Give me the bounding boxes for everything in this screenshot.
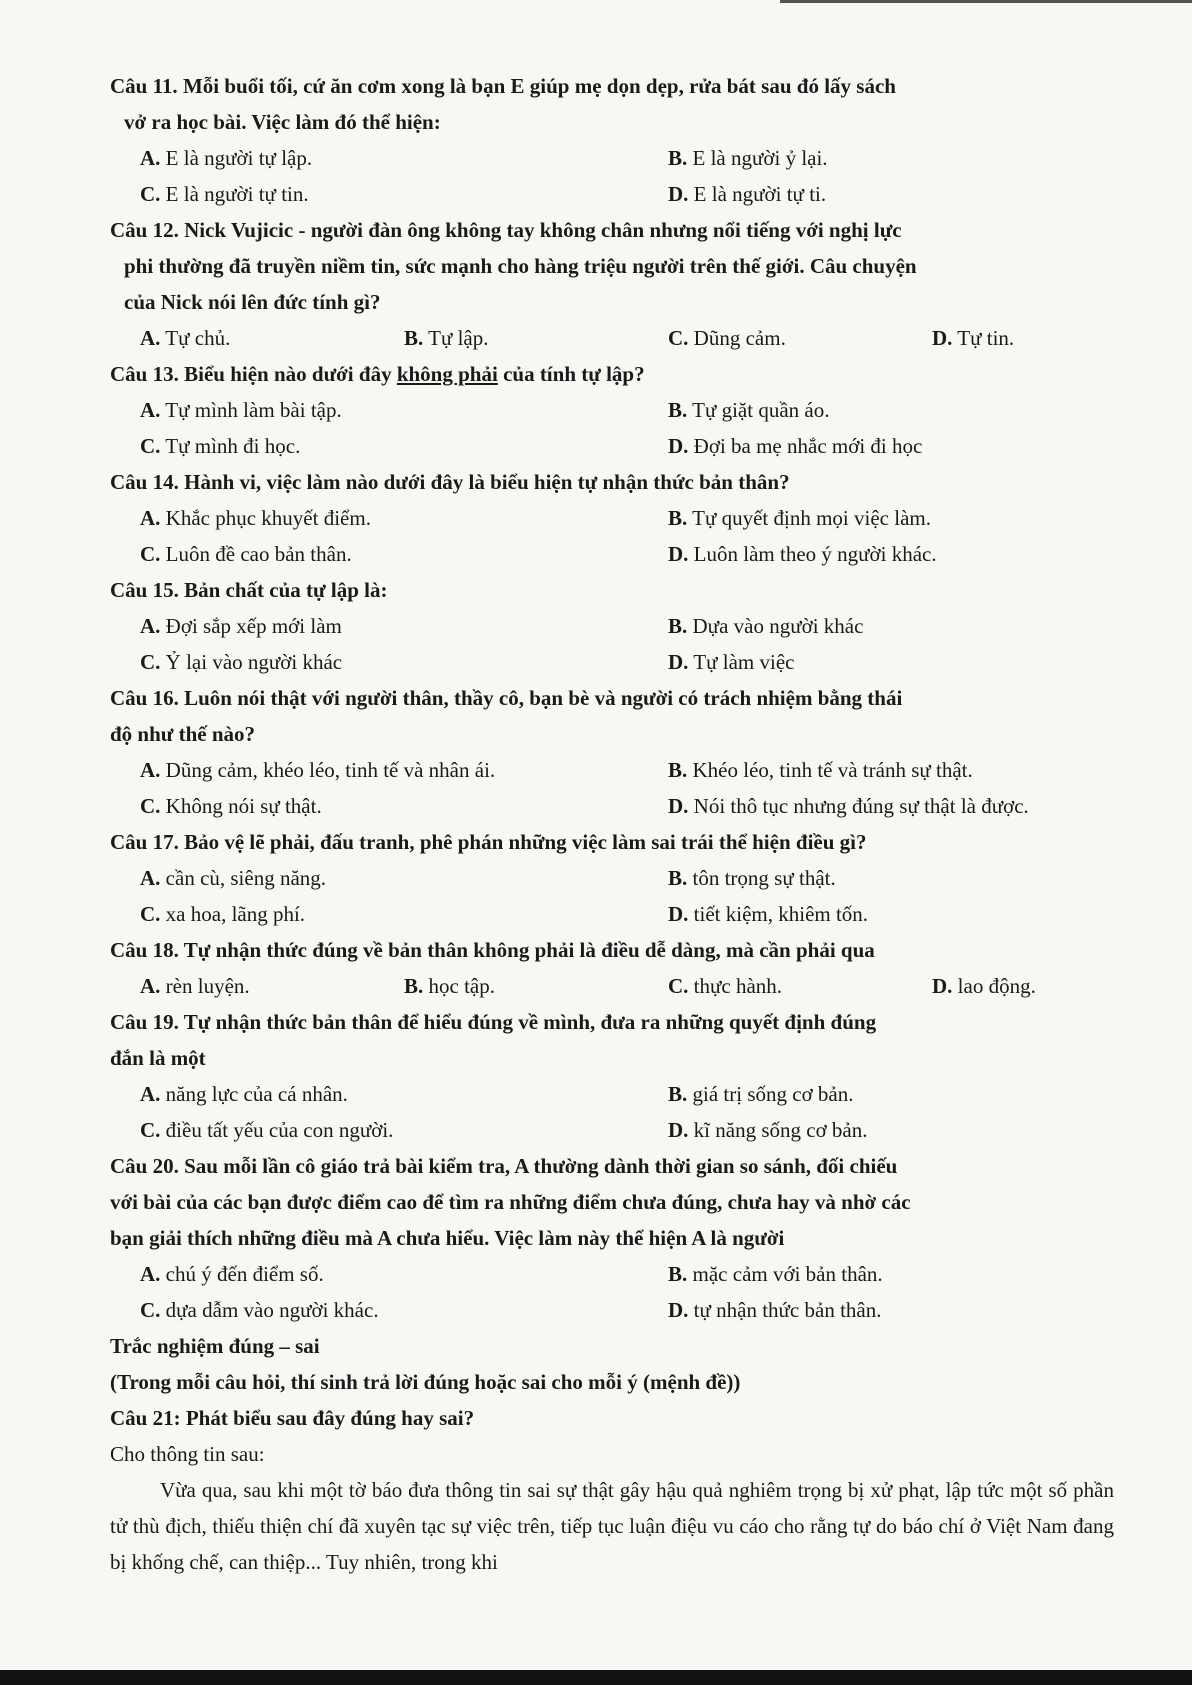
- options-17: [110, 860, 1114, 932]
- options-16: [110, 752, 1114, 824]
- option-d: D. Đợi ba mẹ nhắc mới đi học: [668, 434, 923, 458]
- section-title: Trắc nghiệm đúng – sai: [110, 1334, 320, 1358]
- option-d: D. Nói thô tục nhưng đúng sự thật là được.: [668, 794, 1029, 818]
- question-stem: Hành vi, việc làm nào dưới đây là biểu hiện tự nhận thức bản thân?: [184, 470, 790, 494]
- option-d: D. kĩ năng sống cơ bản.: [668, 1118, 868, 1142]
- question-11: [110, 68, 1114, 104]
- option-a: A. rèn luyện.: [140, 974, 250, 998]
- question-stem-cont: độ như thế nào?: [110, 722, 256, 746]
- option-b: B. Khéo léo, tinh tế và tránh sự thật.: [668, 758, 973, 782]
- option-d: D. tiết kiệm, khiêm tốn.: [668, 902, 869, 926]
- question-label: Câu 12.: [110, 218, 179, 242]
- question-stem: Biểu hiện nào dưới đây: [184, 362, 397, 386]
- option-c: C. xa hoa, lãng phí.: [140, 902, 306, 926]
- question-17: [110, 824, 1114, 860]
- option-b: B. học tập.: [404, 974, 495, 998]
- question-label: Câu 17.: [110, 830, 179, 854]
- options-20: [110, 1256, 1114, 1328]
- option-c: C. điều tất yếu của con người.: [140, 1118, 394, 1142]
- option-c: C. Không nói sự thật.: [140, 794, 322, 818]
- option-b: B. Tự lập.: [404, 326, 489, 350]
- option-b: B. giá trị sống cơ bản.: [668, 1082, 854, 1106]
- question-label: Câu 18.: [110, 938, 179, 962]
- question-stem-cont: của Nick nói lên đức tính gì?: [124, 290, 381, 314]
- question-label: Câu 16.: [110, 686, 179, 710]
- question-label: Câu 15.: [110, 578, 179, 602]
- exam-page: [110, 68, 1114, 1580]
- question-label: Câu 13.: [110, 362, 179, 386]
- question-label: Câu 11.: [110, 74, 178, 98]
- option-c: C. E là người tự tin.: [140, 182, 309, 206]
- bottom-edge-rule: [0, 1670, 1192, 1685]
- option-b: B. Tự giặt quần áo.: [668, 398, 830, 422]
- question-14: [110, 464, 1114, 500]
- question-stem-cont: bạn giải thích những điều mà A chưa hiểu. Việc làm này thể hiện A là người: [110, 1226, 785, 1250]
- question-stem-underlined: không phải: [396, 362, 498, 386]
- question-stem: Tự nhận thức bản thân để hiểu đúng về mình, đưa ra những quyết định đúng: [183, 1010, 877, 1034]
- question-stem: Luôn nói thật với người thân, thầy cô, bạn bè và người có trách nhiệm bằng thái: [184, 686, 903, 710]
- option-a: A. Đợi sắp xếp mới làm: [140, 614, 342, 638]
- option-b: B. Tự quyết định mọi việc làm.: [668, 506, 931, 530]
- option-b: B. mặc cảm với bản thân.: [668, 1262, 883, 1286]
- option-d: D. Tự làm việc: [668, 650, 795, 674]
- question-stem-cont: đắn là một: [110, 1046, 206, 1070]
- option-b: B. E là người ỷ lại.: [668, 146, 828, 170]
- question-stem-cont: với bài của các bạn được điểm cao để tìm ra những điểm chưa đúng, chưa hay và nhờ các: [110, 1190, 911, 1214]
- option-d: D. Luôn làm theo ý người khác.: [668, 542, 937, 566]
- option-a: A. Tự mình làm bài tập.: [140, 398, 342, 422]
- option-a: A. Dũng cảm, khéo léo, tinh tế và nhân ái.: [140, 758, 496, 782]
- question-stem: Bản chất của tự lập là:: [184, 578, 388, 602]
- question-stem: Sau mỗi lần cô giáo trả bài kiểm tra, A thường dành thời gian so sánh, đối chiếu: [184, 1154, 898, 1178]
- question-stem: của tính tự lập?: [497, 362, 645, 386]
- info-intro: Cho thông tin sau:: [110, 1442, 265, 1466]
- option-c: C. Ỷ lại vào người khác: [140, 650, 343, 674]
- question-stem-cont: phi thường đã truyền niềm tin, sức mạnh cho hàng triệu người trên thế giới. Câu chuyện: [124, 254, 917, 278]
- question-label: Câu 14.: [110, 470, 179, 494]
- option-c: C. Luôn đề cao bản thân.: [140, 542, 352, 566]
- option-b: B. tôn trọng sự thật.: [668, 866, 836, 890]
- option-a: A. Tự chủ.: [140, 326, 231, 350]
- question-18: [110, 932, 1114, 968]
- question-21-label: Câu 21: Phát biểu sau đây đúng hay sai?: [110, 1406, 475, 1430]
- options-15: [110, 608, 1114, 680]
- option-a: A. Khắc phục khuyết điểm.: [140, 506, 371, 530]
- options-13: [110, 392, 1114, 464]
- options-11: [110, 140, 1114, 212]
- question-stem: Tự nhận thức đúng về bản thân không phải là điều dễ dàng, mà cần phải qua: [183, 938, 875, 962]
- question-20: [110, 1148, 1114, 1184]
- section-instruction: (Trong mỗi câu hỏi, thí sinh trả lời đúng hoặc sai cho mỗi ý (mệnh đề)): [110, 1370, 741, 1394]
- option-c: C. thực hành.: [668, 974, 783, 998]
- top-edge-rule: [780, 0, 1192, 3]
- question-label: Câu 20.: [110, 1154, 179, 1178]
- option-d: D. lao động.: [932, 974, 1036, 998]
- option-c: C. dựa dẫm vào người khác.: [140, 1298, 379, 1322]
- option-d: D. Tự tin.: [932, 326, 1015, 350]
- question-13: [110, 356, 1114, 392]
- question-15: [110, 572, 1114, 608]
- option-c: C. Tự mình đi học.: [140, 434, 301, 458]
- question-stem: Bảo vệ lẽ phải, đấu tranh, phê phán những việc làm sai trái thể hiện điều gì?: [184, 830, 867, 854]
- option-a: A. E là người tự lập.: [140, 146, 313, 170]
- option-a: A. cần cù, siêng năng.: [140, 866, 327, 890]
- question-19: [110, 1004, 1114, 1040]
- info-passage: Vừa qua, sau khi một tờ báo đưa thông tin sai sự thật gây hậu quả nghiêm trọng bị xử phạt, lập tức một số phần tử thù địch, thiếu thiện chí đã xuyên tạc sự việc trên, tiếp tục luận điệu vu cáo cho rằng tự do báo chí ở Việt Nam đang bị khống chế, can thiệp... Tuy nhiên, trong khi: [110, 1478, 1114, 1574]
- question-label: Câu 19.: [110, 1010, 179, 1034]
- question-stem-cont: vở ra học bài. Việc làm đó thể hiện:: [124, 110, 441, 134]
- option-a: A. chú ý đến điểm số.: [140, 1262, 324, 1286]
- question-12: [110, 212, 1114, 248]
- option-d: D. tự nhận thức bản thân.: [668, 1298, 882, 1322]
- option-b: B. Dựa vào người khác: [668, 614, 864, 638]
- question-stem: Nick Vujicic - người đàn ông không tay không chân nhưng nổi tiếng với nghị lực: [184, 218, 902, 242]
- option-d: D. E là người tự ti.: [668, 182, 827, 206]
- options-14: [110, 500, 1114, 572]
- options-12: [110, 320, 1114, 356]
- option-c: C. Dũng cảm.: [668, 326, 786, 350]
- options-19: [110, 1076, 1114, 1148]
- options-18: [110, 968, 1114, 1004]
- question-stem: Mỗi buổi tối, cứ ăn cơm xong là bạn E giúp mẹ dọn dẹp, rửa bát sau đó lấy sách: [182, 74, 896, 98]
- option-a: A. năng lực của cá nhân.: [140, 1082, 348, 1106]
- question-16: [110, 680, 1114, 716]
